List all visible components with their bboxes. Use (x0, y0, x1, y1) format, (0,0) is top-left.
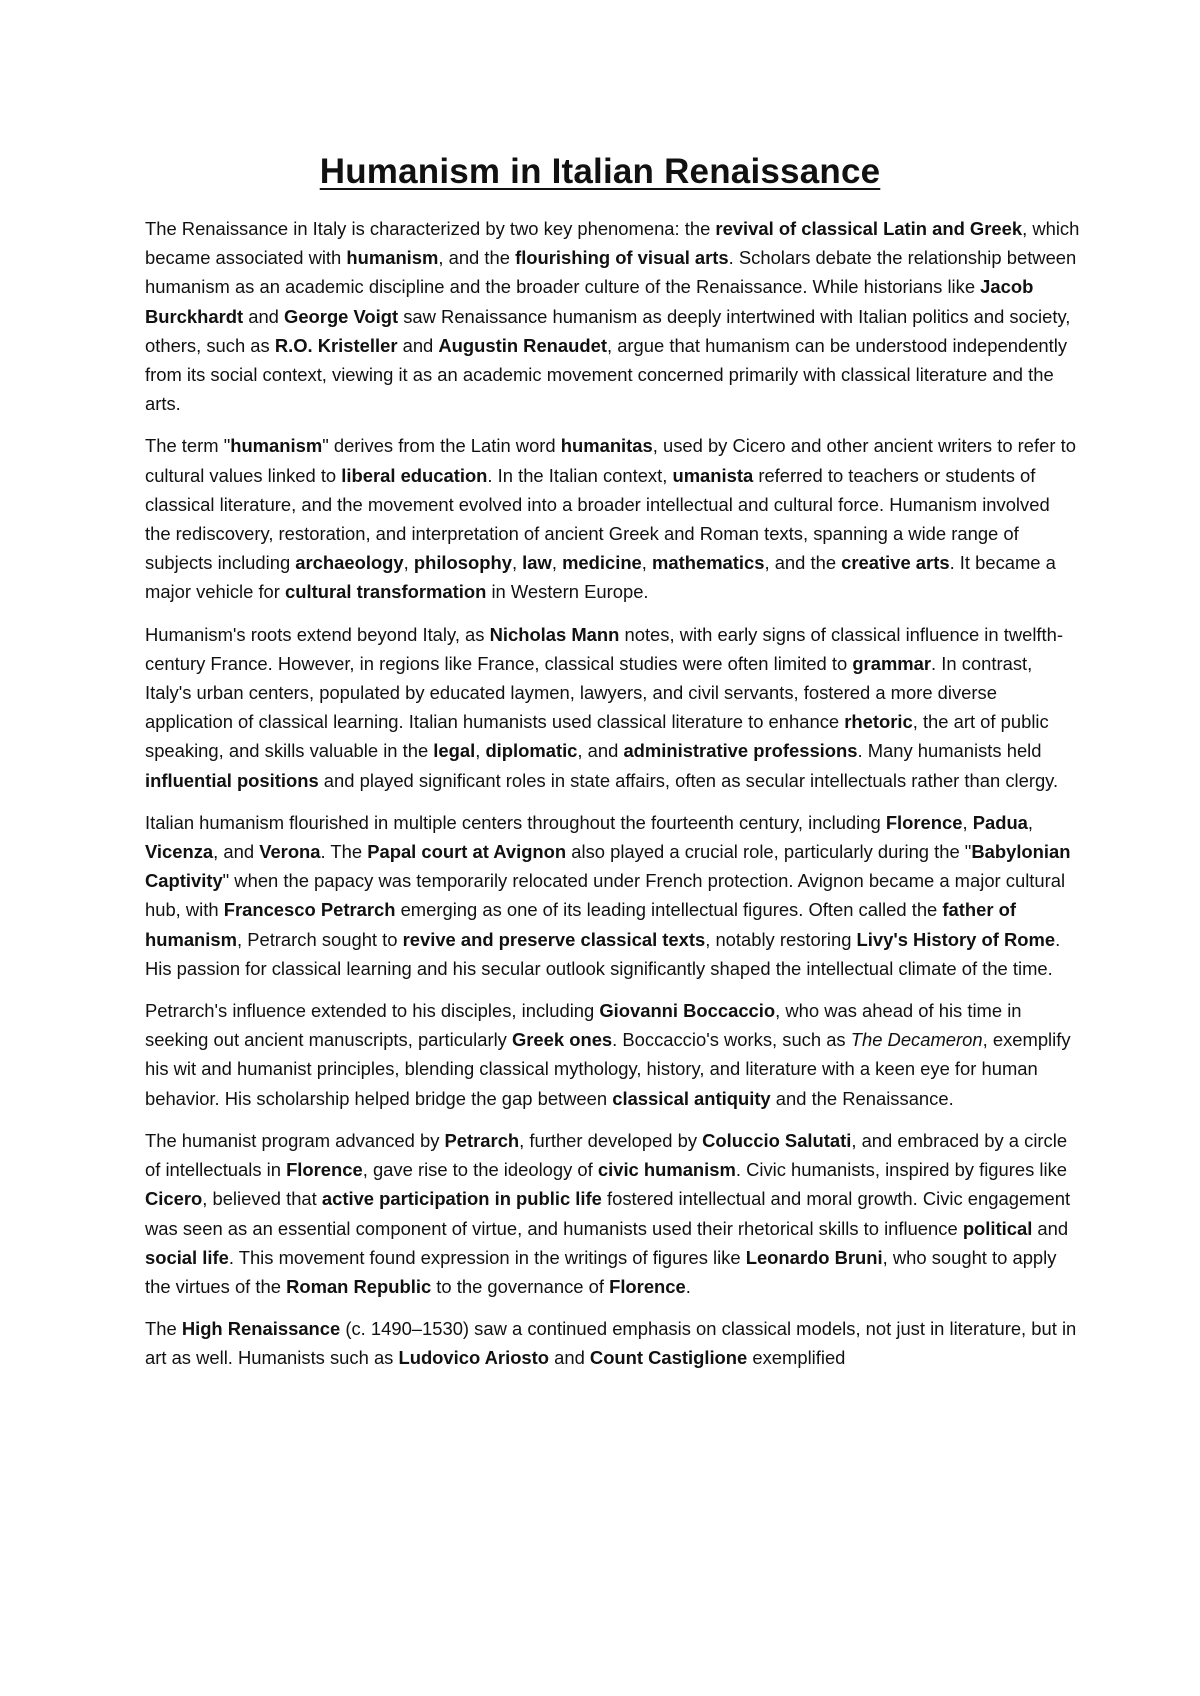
bold-term: Roman Republic (286, 1275, 432, 1297)
bold-term: R.O. Kristeller (274, 334, 398, 356)
text-run: , further developed by (519, 1129, 703, 1151)
text-run: exemplified (747, 1347, 846, 1369)
bold-term: Cicero (145, 1188, 203, 1210)
text-run: , who was ahead of his time in seeking out ancient manuscripts, particularly (145, 1000, 1022, 1051)
text-run: . His passion for classical learning and his secular outlook significantly shaped the intellectual climate of the time. (145, 928, 1061, 979)
text-run: . This movement found expression in the writings of figures like (228, 1246, 746, 1268)
bold-term: Leonardo Bruni (745, 1246, 883, 1268)
text-run: , argue that humanism can be understood independently from its social context, viewing it as an academic movement concerned primarily with classical literature and the arts. (145, 334, 1068, 415)
bold-term: humanitas (560, 435, 653, 457)
bold-term: revive and preserve classical texts (402, 928, 706, 950)
bold-term: flourishing of visual arts (515, 247, 729, 269)
text-run: " when the papacy was temporarily relocated under French protection. Avignon became a major cultural hub, with (145, 870, 1066, 921)
bold-term: Padua (972, 811, 1028, 833)
text-run: , (1027, 811, 1034, 833)
text-run: . Scholars debate the relationship between humanism as an academic discipline and the broader culture of the Renaissance. While historians like (145, 247, 1077, 298)
paragraph (145, 1126, 1080, 1301)
bold-term: civic humanism (597, 1159, 736, 1181)
document-body (145, 214, 1080, 1373)
text-run: . Boccaccio's works, such as (612, 1029, 851, 1051)
text-run: , and embraced by a circle of intellectuals in (145, 1129, 1068, 1181)
bold-term: umanista (672, 464, 754, 486)
bold-term: Papal court at Avignon (367, 841, 567, 863)
text-run: The Renaissance in Italy is characterized by two key phenomena: the (145, 218, 716, 239)
text-run: , (962, 811, 973, 833)
text-run: and (1032, 1217, 1069, 1239)
bold-term: archaeology (295, 552, 404, 574)
text-run: and (549, 1347, 590, 1369)
bold-term: humanism (230, 435, 323, 457)
bold-term: Florence (609, 1275, 686, 1297)
text-run: . In contrast, Italy's urban centers, populated by educated laymen, lawyers, and civil servants, fostered a more diverse application of classical learning. Italian humanists used classical literature to enhance (145, 652, 1033, 733)
text-run: , the art of public speaking, and skills valuable in the (145, 711, 1049, 762)
text-run: Humanism's roots extend beyond Italy, as (145, 623, 490, 645)
bold-term: Count Castiglione (589, 1347, 748, 1369)
bold-term: Vicenza (145, 841, 214, 863)
text-run: . Civic humanists, inspired by figures like (735, 1159, 1068, 1181)
bold-term: influential positions (145, 769, 319, 791)
text-run: and the Renaissance. (770, 1087, 954, 1109)
text-run: Petrarch's influence extended to his disciples, including (145, 1000, 600, 1022)
bold-term: rhetoric (844, 711, 913, 733)
text-run: , and (213, 841, 260, 863)
bold-term: Augustin Renaudet (438, 334, 607, 356)
text-run: " derives from the Latin word (322, 435, 561, 457)
italic-title: The Decameron (850, 1029, 983, 1051)
bold-term: Verona (259, 841, 321, 863)
bold-term: Francesco Petrarch (223, 899, 396, 921)
bold-term: grammar (852, 652, 932, 674)
bold-term: active participation in public life (321, 1188, 602, 1210)
bold-term: Florence (286, 1159, 363, 1181)
paragraph (145, 431, 1080, 606)
text-run: , gave rise to the ideology of (362, 1159, 598, 1181)
text-run: and (397, 334, 439, 356)
text-run: , and the (438, 247, 516, 269)
text-run: , (641, 552, 653, 574)
text-run: , (403, 552, 414, 574)
bold-term: Florence (885, 811, 963, 833)
text-run: The term " (145, 435, 231, 457)
text-run: . The (320, 841, 368, 863)
text-run: , who sought to apply the virtues of the (145, 1246, 1057, 1297)
text-run: , (551, 552, 563, 574)
text-run: , which became associated with (145, 218, 1080, 269)
text-run: , and (577, 740, 624, 762)
text-run: saw Renaissance humanism as deeply intertwined with Italian politics and society, others, such as (145, 305, 1071, 356)
bold-term: Ludovico Ariosto (398, 1347, 550, 1369)
bold-term: George Voigt (284, 305, 399, 327)
text-run: (c. 1490–1530) saw a continued emphasis on classical models, not just in literature, but in art as well. Humanists such as (145, 1318, 1077, 1369)
bold-term: humanism (346, 247, 439, 269)
bold-term: revival of classical Latin and Greek (715, 218, 1023, 239)
bold-term: philosophy (413, 552, 512, 574)
text-run: . In the Italian context, (487, 464, 673, 486)
bold-term: Coluccio Salutati (702, 1129, 852, 1151)
bold-term: Petrarch (444, 1129, 520, 1151)
paragraph (145, 1314, 1080, 1372)
bold-term: law (522, 552, 552, 574)
bold-term: diplomatic (485, 740, 578, 762)
paragraph (145, 996, 1080, 1113)
bold-term: administrative professions (623, 740, 858, 762)
paragraph (145, 620, 1080, 795)
text-run: in Western Europe. (486, 581, 649, 603)
text-run: , exemplify his wit and humanist principles, blending classical mythology, history, and literature with a keen eye for human behavior. His scholarship helped bridge the gap between (145, 1029, 1071, 1109)
bold-term: mathematics (652, 552, 765, 574)
page-title: Humanism in Italian Renaissance (319, 152, 881, 191)
text-run: also played a crucial role, particularly during the " (566, 841, 972, 863)
text-run: fostered intellectual and moral growth. Civic engagement was seen as an essential component of virtue, and humanists used their rhetorical skills to influence (145, 1188, 1071, 1239)
bold-term: Giovanni Boccaccio (599, 1000, 776, 1022)
bold-term: Babylonian Captivity (145, 841, 1071, 892)
bold-term: Nicholas Mann (489, 623, 620, 645)
bold-term: legal (433, 740, 476, 762)
text-run: . Many humanists held (857, 740, 1042, 762)
text-run: , used by Cicero and other ancient writers to refer to cultural values linked to (145, 435, 1076, 486)
text-run: referred to teachers or students of classical literature, and the movement evolved into a broader intellectual and cultural force. Humanism involved the rediscovery, restoration, and interpretation of ancient Greek and Roman texts, spanning a wide range of subjects including (145, 464, 1050, 574)
bold-term: Jacob Burckhardt (145, 276, 1034, 327)
text-run: and (243, 305, 285, 327)
bold-term: creative arts (841, 552, 950, 574)
bold-term: political (962, 1217, 1033, 1239)
text-run: , (511, 552, 523, 574)
text-run: , notably restoring (705, 928, 857, 950)
bold-term: liberal education (341, 464, 488, 486)
text-run: , and the (764, 552, 842, 574)
text-run: . (685, 1275, 691, 1297)
text-run: , (475, 740, 486, 762)
bold-term: High Renaissance (181, 1318, 341, 1340)
text-run: emerging as one of its leading intellectual figures. Often called the (395, 899, 943, 921)
bold-term: classical antiquity (612, 1087, 771, 1109)
text-run: to the governance of (431, 1275, 610, 1297)
bold-term: Greek ones (511, 1029, 613, 1051)
text-run: The humanist program advanced by (145, 1129, 445, 1151)
text-run: The (145, 1318, 182, 1340)
text-run: Italian humanism flourished in multiple centers throughout the fourteenth century, including (145, 811, 886, 833)
text-run: , Petrarch sought to (236, 928, 403, 950)
text-run: and played significant roles in state affairs, often as secular intellectuals rather than clergy. (318, 769, 1059, 791)
bold-term: cultural transformation (285, 581, 487, 603)
bold-term: Livy's History of Rome (856, 928, 1056, 950)
paragraph (145, 214, 1080, 418)
text-run: , believed that (202, 1188, 322, 1210)
bold-term: medicine (562, 552, 642, 574)
text-run: . It became a major vehicle for (145, 552, 1056, 603)
bold-term: social life (145, 1246, 229, 1268)
paragraph (145, 808, 1080, 983)
bold-term: father of humanism (145, 899, 1016, 950)
text-run: notes, with early signs of classical influence in twelfth-century France. However, in regions like France, classical studies were often limited to (145, 623, 1063, 674)
